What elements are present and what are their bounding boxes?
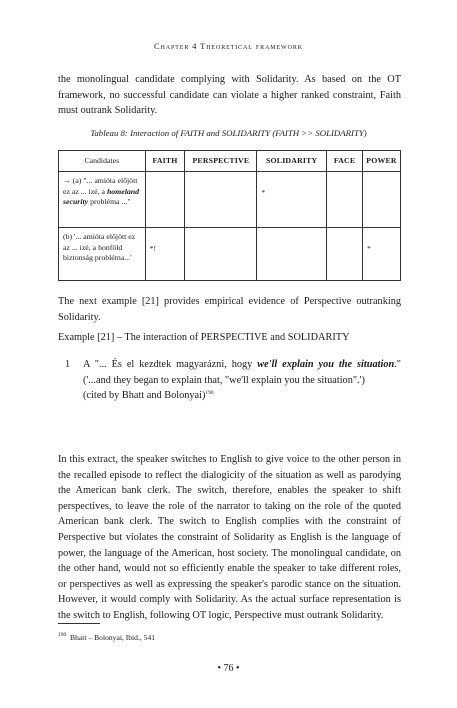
footnote-reference[interactable]: 190: [205, 390, 214, 397]
header-faith: FAITH: [145, 151, 185, 172]
example-line-a-emphasis: we'll explain you the situation: [257, 359, 395, 370]
candidate-b-text: (b) '... amióta előjött ez az ... izé, a honföld biztonság probléma...': [59, 228, 146, 281]
footnote-number: 190: [58, 632, 67, 638]
candidate-a-text: → (a) "... amióta előjött ez az ... izé, a: [63, 176, 138, 196]
footnote-divider: [58, 623, 100, 624]
candidate-a-cell: [59, 172, 146, 228]
row-b-power-violation: *: [367, 244, 371, 253]
example-line-a-end: .": [394, 359, 401, 370]
tableau-row-b: [59, 228, 401, 281]
footnote-text: Bhatt – Bolonyai, Ibid., 541: [70, 633, 156, 642]
header-perspective: PERSPECTIVE: [185, 151, 257, 172]
paragraph-2: The next example [21] provides empirical evidence of Perspective outranking Solidarity.: [58, 296, 401, 323]
example-body: [83, 357, 401, 404]
header-solidarity: SOLIDARITY: [257, 151, 327, 172]
example-citation: (cited by Bhatt and Bolonyai): [83, 390, 206, 402]
header-candidates: Candidates: [59, 151, 146, 172]
paragraph-3: In this extract, the speaker switches to English to give voice to the other person in the recalled episode to reflect the dialogicity of the situation as well as parodying the American bank clerk. The switch, therefore, enables the speaker to shift perspectives, to leave the role of the narrator to taking on the role of the quoted American bank clerk. The switch to English complies with the constraint of Perspective but violates the constraint of Solidarity as English is the language of power, the language of the American, host society. The monolingual candidate, on the other hand, would not so efficiently enable the speaker to take different roles, or perspectives as well as expressing the speaker's parodic stance on the situation. However, it would comply with Solidarity. As the actual surface representation is the switch to English, following OT logic, Perspective must outrank Solidarity.: [58, 454, 401, 621]
row-b-power-cell: [363, 228, 401, 281]
example-translation: ('...and they began to explain that, "we'll explain you the situation".'): [83, 374, 365, 386]
paragraph-1: the monolingual candidate complying with Solidarity. As based on the OT framework, no successful candidate can violate a higher ranked constraint, Faith must outrank Solidarity.: [58, 74, 401, 117]
example-line-a: [83, 357, 401, 373]
example-title: Example [21] – The interaction of PERSPECTIVE and SOLIDARITY: [58, 332, 350, 343]
row-b-perspective: [185, 228, 257, 281]
example-citation-line: [83, 388, 401, 404]
candidate-a-text-end: probléma ...": [88, 197, 131, 206]
row-a-face: [327, 172, 363, 228]
header-power: POWER: [363, 151, 401, 172]
row-a-solidarity-cell: [257, 172, 327, 228]
tableau-caption: Tableau 8: Interaction of FAITH and SOLIDARITY (FAITH >> SOLIDARITY): [90, 128, 367, 138]
row-b-face: [327, 228, 363, 281]
page-number: • 76 •: [217, 663, 240, 674]
header-face: FACE: [327, 151, 363, 172]
row-a-faith: [145, 172, 185, 228]
row-b-faith-fatal-violation: *!: [149, 244, 157, 253]
example-number: 1: [65, 359, 71, 370]
row-b-solidarity: [257, 228, 327, 281]
tableau-row-a: [59, 172, 401, 228]
row-a-perspective: [185, 172, 257, 228]
row-a-solidarity-violation: *: [261, 188, 266, 197]
tableau-header-row: [59, 151, 401, 172]
example-line-a-text: A "... És el kezdtek magyarázni, hogy: [83, 359, 258, 370]
tableau-table: [58, 150, 401, 281]
row-a-power: [363, 172, 401, 228]
footnote: [58, 633, 155, 642]
row-b-faith-cell: [145, 228, 185, 281]
running-head: Chapter 4 Theoretical framework: [154, 42, 303, 51]
candidate-a-emphasis: homeland security: [63, 186, 139, 206]
